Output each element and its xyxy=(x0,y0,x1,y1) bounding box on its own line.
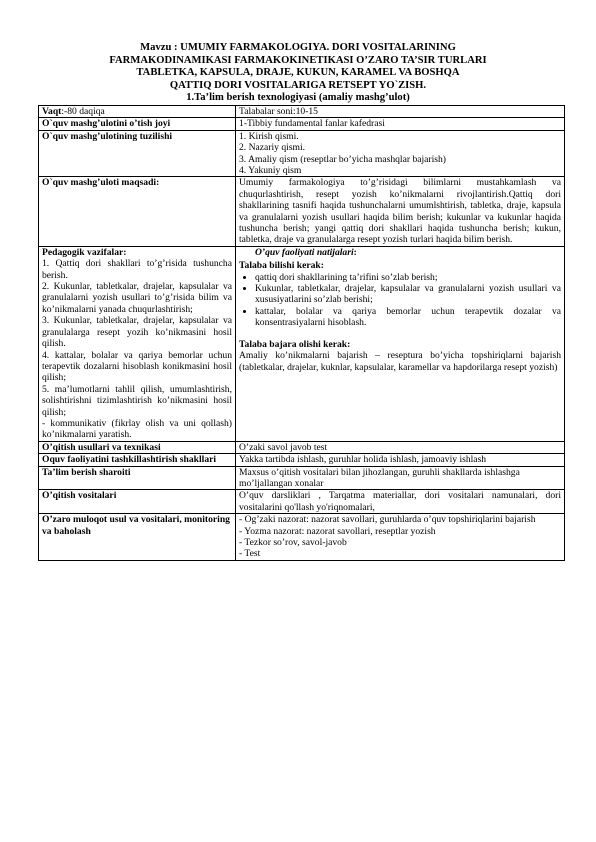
row-goal xyxy=(39,177,565,246)
title-line-1: Mavzu : UMUMIY FARMAKOLOGIYA. DORI VOSITALARINING xyxy=(140,42,456,53)
structure-item: 4. Yakuniy qism xyxy=(239,165,302,176)
row-monitoring xyxy=(39,514,565,561)
time-label: Vaqt:-80 daqiqa xyxy=(39,105,236,117)
row-conditions xyxy=(39,466,565,490)
student-count: Talabalar soni:10-15 xyxy=(236,105,565,117)
know-item: • qattiq dori shakllarining ta’rifini so’zlab berish; xyxy=(255,272,561,283)
know-title: Talaba bilishi kerak: xyxy=(239,260,324,272)
title-line-3: TABLETKA, KAPSULA, DRAJE, KUKUN, KARAMEL VA BOSHQA xyxy=(136,67,460,79)
task-item: 5. ma’lumotlarni tahlil qilish, umumlashtirish, solishtirishni tizimlashtirish ko’nikmasini hosil qilish; xyxy=(42,383,232,418)
conditions-value: Maxsus o’qitish vositalari bilan jihozlangan, guruhli shakllarda ishlashga mo’ljallangan xonalar xyxy=(236,466,565,490)
row-tasks xyxy=(39,246,565,441)
monitoring-item: - Tezkor so’rov, savol-javob xyxy=(239,537,347,548)
goal-value: Umumiy farmakologiya to’g’risidagi bilimlarni mustahkamlash va chuqurlashtirish, resept yozish ko’nikmalarni rivojlantirish.Qattiq dori shakllarining tasnifi haqida tushunchalarni umumlshtirish, tabletka, draje, kapsula va granulalarni yozish usullari haqida bilim berish; kukunlar va kukunlar haqida tushuncha berish; yangi qattiq dori shakllari haqida tushuncha berish; kukun, tabletka, draje va granulalarga resept yozish turlari haqida bilim berish. xyxy=(236,177,565,246)
methods-value: O’zaki savol javob test xyxy=(236,441,565,453)
document-title xyxy=(38,42,558,105)
goal-label: O`quv mashg’uloti maqsadi: xyxy=(39,177,236,246)
row-forms xyxy=(39,454,565,466)
title-line-4: QATTIQ DORI VOSITALARIGA RETSEPT YO`ZISH. xyxy=(169,79,427,91)
task-item: 1. Qattiq dori shakllari to’g’risida tushuncha berish. xyxy=(42,258,232,281)
tools-value: O’quv darsliklari , Tarqatma materiallar, dori vositalari namunalari, dori vositalarini qo'llash yo'riqnomalari, xyxy=(236,490,565,514)
structure-item: 3. Amaliy qism (reseptlar bo’yicha mashqlar bajarish) xyxy=(239,153,447,165)
row-venue xyxy=(39,118,565,130)
tools-label: O’qitish vositalari xyxy=(39,490,236,514)
row-structure xyxy=(39,130,565,177)
structure-item: 1. Kirish qismi. xyxy=(239,130,299,142)
lesson-table xyxy=(38,105,565,561)
task-item: 2. Kukunlar, tabletkalar, drajelar, kapsulalar va granulalarni yozish usullari to’g’risida bilim va ko’nikmalarni yanada chuqurlashtirish; xyxy=(42,281,232,315)
venue-label: O`quv mashg’ulotini o’tish joyi xyxy=(39,118,236,130)
results-cell xyxy=(236,246,565,441)
monitoring-item: - Test xyxy=(239,548,261,560)
forms-value: Yakka tartibda ishlash, guruhlar holida ishlash, jamoaviy ishlash xyxy=(236,454,565,466)
monitoring-label: O’zaro muloqot usul va vositalari, monitoring va baholash xyxy=(39,514,236,561)
conditions-label: Ta’lim berish sharoiti xyxy=(39,466,236,490)
forms-label: Oquv faoliyatini tashkillashtirish shakllari xyxy=(39,454,236,466)
monitoring-value xyxy=(236,514,565,561)
methods-label: O’qitish usullari va texnikasi xyxy=(39,441,236,453)
title-line-2: FARMAKODINAMIKASI FARMAKOKINETIKASI O’ZARO TA’SIR TURLARI xyxy=(109,54,487,66)
results-title: O’quv faoliyati natijalari: xyxy=(255,246,357,258)
know-list xyxy=(239,272,561,329)
row-methods xyxy=(39,441,565,453)
do-title: Talaba bajara olishi kerak: xyxy=(239,338,351,350)
title-line-5: 1.Ta’lim berish texnologiyasi (amaliy mashg’ulot) xyxy=(186,92,410,104)
task-item: 4. kattalar, bolalar va qariya bemorlar uchun terapevtik dozalarni hisoblash konikmasini hosil qilish; xyxy=(42,349,232,384)
do-text: Amaliy ko’nikmalarni bajarish – reseptura bo’yicha topshiriqlarni bajarish (tabletkalar, drajelar, kuknlar, kapsulalar, karamellar va hapdorilarga resept yozish) xyxy=(239,350,561,373)
row-tools xyxy=(39,490,565,514)
know-item: • kattalar, bolalar va qariya bemorlar uchun terapevtik dozalar va konsentrasiyalarni hisoblash. xyxy=(255,306,561,329)
tasks-cell xyxy=(39,246,236,441)
structure-value xyxy=(236,130,565,177)
row-time xyxy=(39,105,565,117)
document-page xyxy=(38,42,561,561)
know-item: • Kukunlar, tabletkalar, drajelar, kapsulalar va granulalarni yozish usullari va xususiyatlarini so’zlab berishi; xyxy=(255,283,561,306)
monitoring-item: - Og’zaki nazorat: nazorat savollari, guruhlarda o’quv topshiriqlarini bajarish xyxy=(239,514,536,526)
task-item: 3. Kukunlar, tabletkalar, drajelar, kapsulalar va granulalarga resept yozih ko’nikmasini hosil qilish. xyxy=(42,315,232,350)
monitoring-item: - Yozma nazorat: nazorat savollari, reseptlar yozish xyxy=(239,525,436,537)
venue-value: 1-Tibbiy fundamental fanlar kafedrasi xyxy=(236,118,565,130)
structure-item: 2. Nazariy qismi. xyxy=(239,142,306,154)
task-item: - kommunikativ (fikrlay olish va uni qollash) ko’nikmalarni yaratish. xyxy=(42,417,232,441)
structure-label: O`quv mashg’ulotining tuzilishi xyxy=(39,130,236,177)
tasks-label: Pedagogik vazifalar: xyxy=(42,246,127,258)
